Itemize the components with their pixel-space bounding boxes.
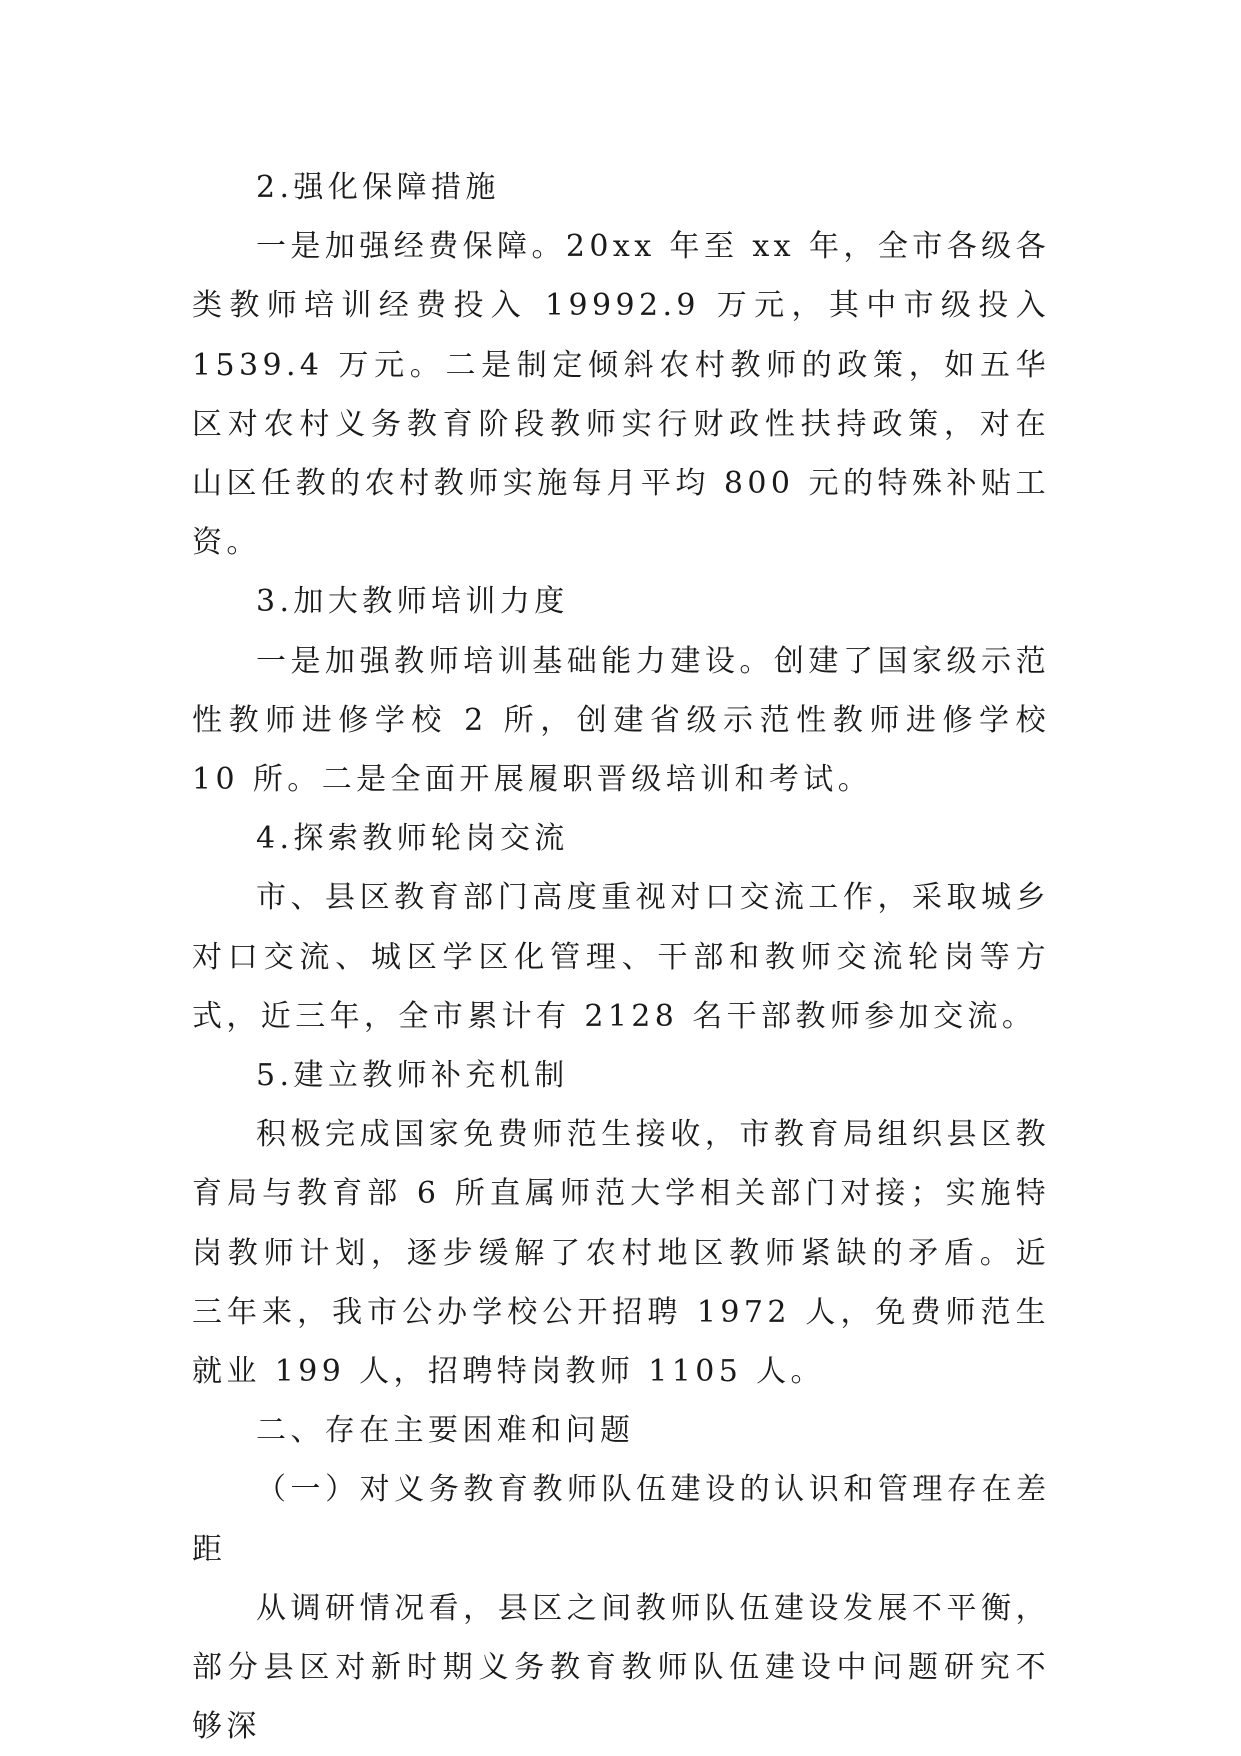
paragraph-rotation: 市、县区教育部门高度重视对口交流工作，采取城乡对口交流、城区学区化管理、干部和教师交流轮岗等方式，近三年，全市累计有 2128 名干部教师参加交流。 — [192, 880, 1050, 1034]
paragraph-recruitment: 积极完成国家免费师范生接收，市教育局组织县区教育局与教育部 6 所直属师范大学相关部门对接；实施特岗教师计划，逐步缓解了农村地区教师紧缺的矛盾。近三年来，我市公办学校公开招聘 1972 人，免费师范生就业 199 人，招聘特岗教师 1105 人。 — [192, 1117, 1050, 1390]
paragraph-funding: 一是加强经费保障。20xx 年至 xx 年，全市各级各类教师培训经费投入 19992.9 万元，其中市级投入 1539.4 万元。二是制定倾斜农村教师的政策，如五华区对农村义务教育阶段教师实行财政性扶持政策，对在山区任教的农村教师实施每月平均 800 元的特殊补贴工资。 — [192, 229, 1050, 561]
section-heading-3: 3.加大教师培训力度 — [256, 584, 569, 620]
document-body — [192, 158, 1050, 1756]
subsection-heading-1: （一）对义务教育教师队伍建设的认识和管理存在差距 — [192, 1472, 1050, 1567]
section-heading-5: 5.建立教师补充机制 — [256, 1058, 569, 1094]
paragraph-training: 一是加强教师培训基础能力建设。创建了国家级示范性教师进修学校 2 所，创建省级示范性教师进修学校 10 所。二是全面开展履职晋级培训和考试。 — [192, 643, 1050, 798]
paragraph-research: 从调研情况看，县区之间教师队伍建设发展不平衡，部分县区对新时期义务教育教师队伍建设中问题研究不够深 — [192, 1590, 1050, 1745]
chapter-heading-problems: 二、存在主要困难和问题 — [256, 1413, 635, 1449]
section-heading-2: 2.强化保障措施 — [256, 170, 500, 205]
section-heading-4: 4.探索教师轮岗交流 — [256, 821, 569, 857]
